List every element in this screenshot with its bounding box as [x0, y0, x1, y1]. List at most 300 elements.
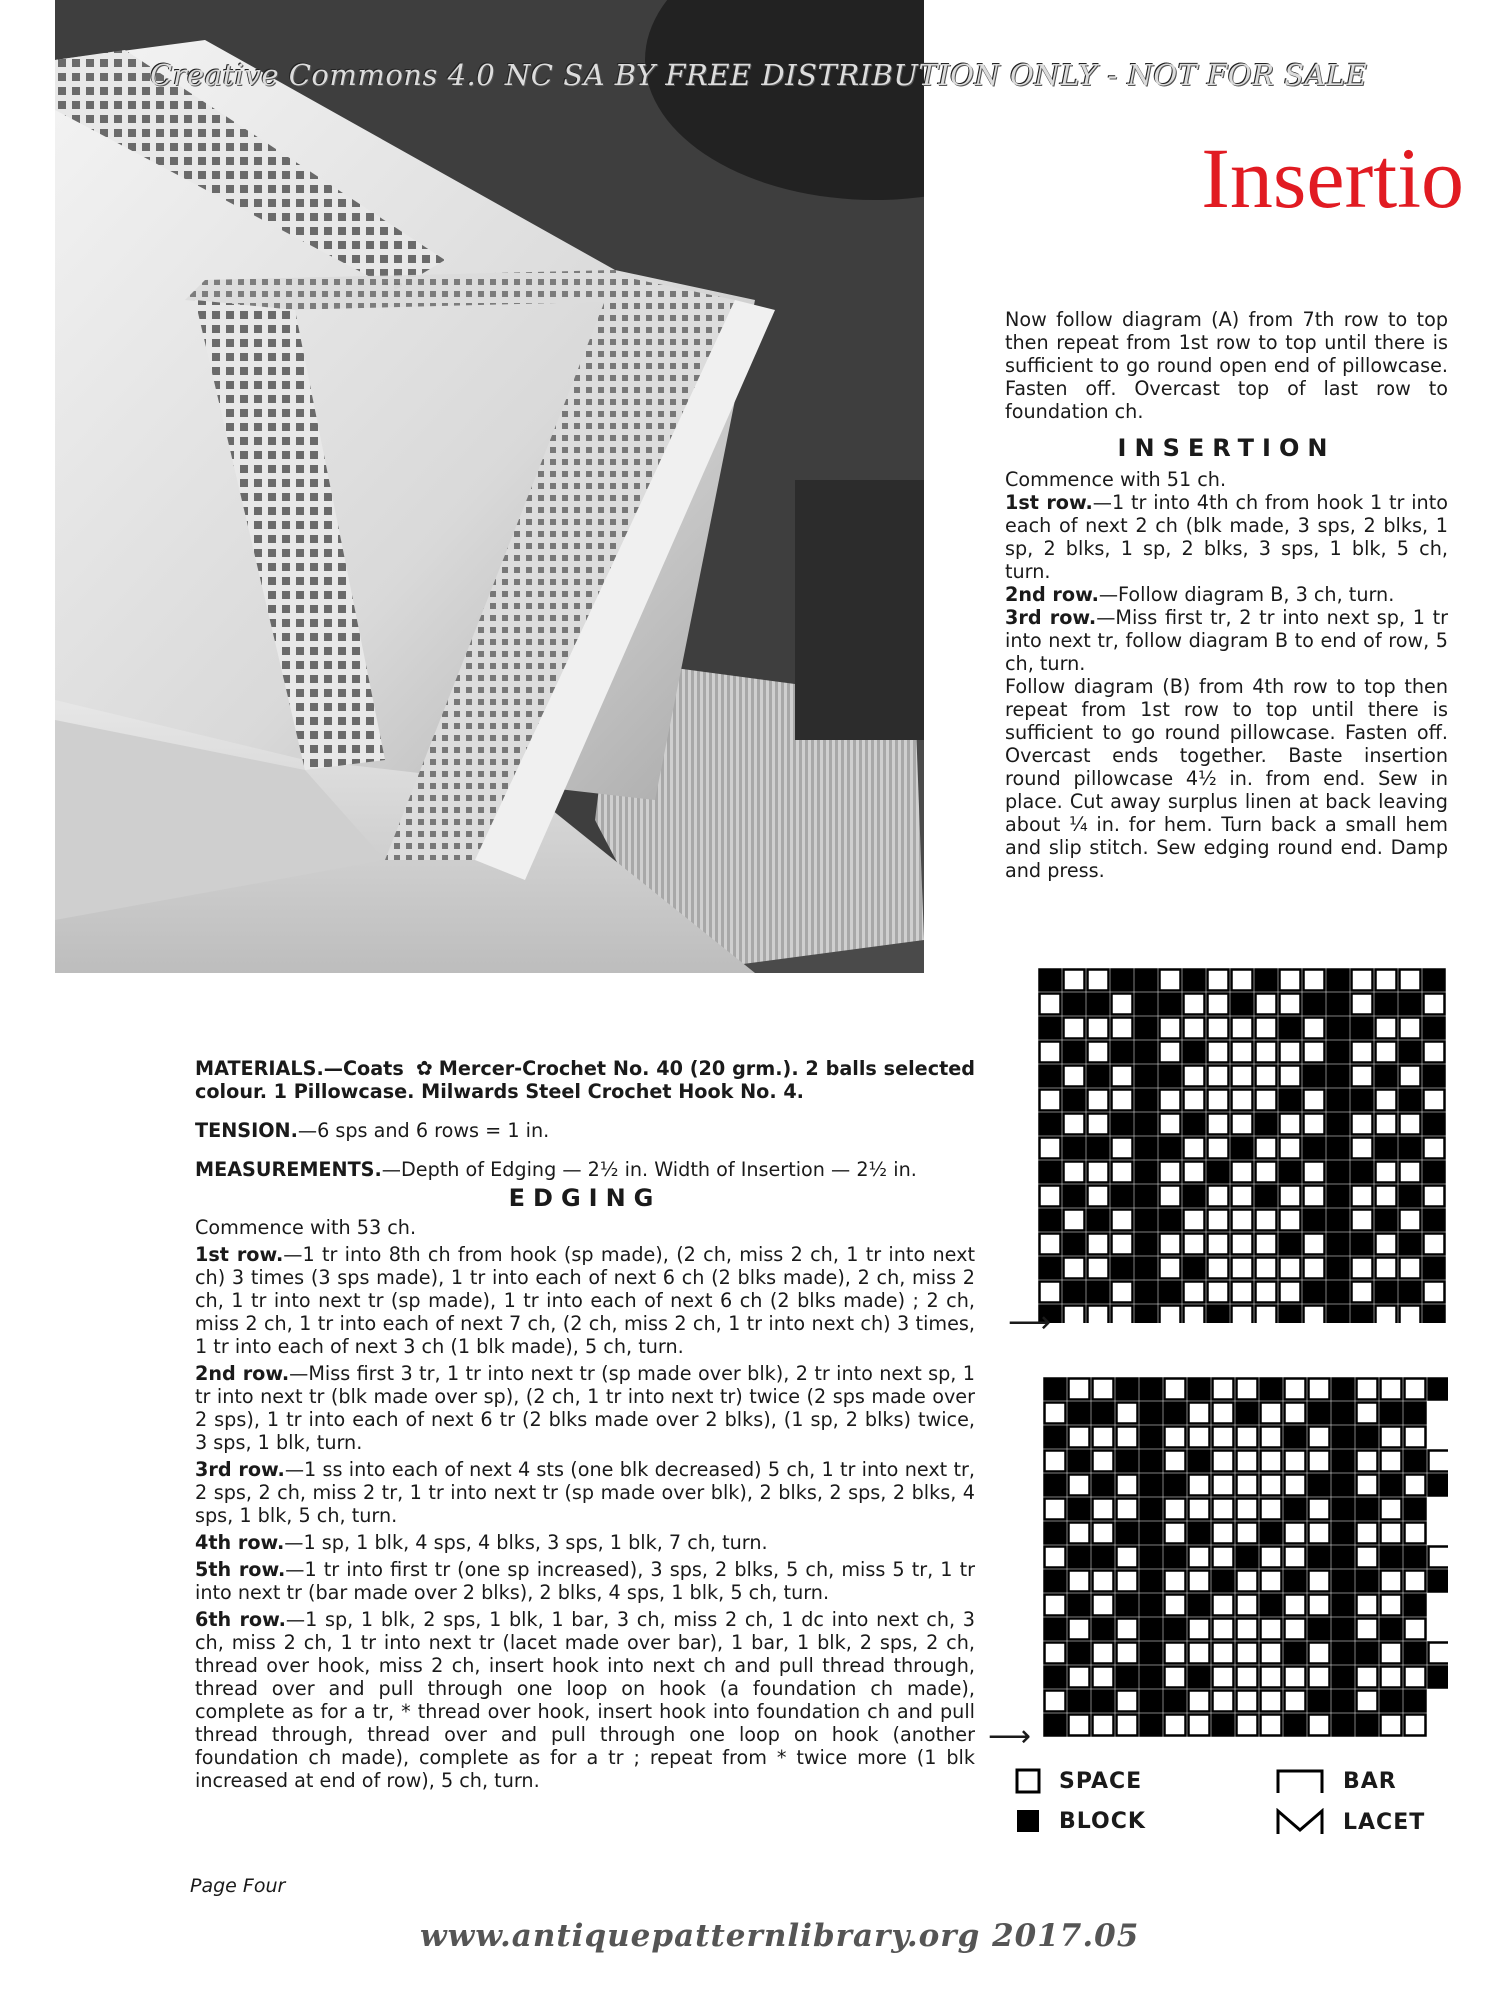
measurements: [195, 1158, 975, 1181]
page-number: Page Four: [190, 1875, 286, 1897]
space-cell: [1352, 1282, 1373, 1303]
block-cell: [1357, 1427, 1378, 1448]
space-cell: [1184, 1138, 1205, 1159]
space-cell: [1232, 1162, 1253, 1183]
block-cell: [1285, 1427, 1306, 1448]
block-cell: [1424, 1114, 1445, 1135]
space-cell: [1160, 1162, 1181, 1183]
space-cell: [1357, 1547, 1378, 1568]
space-cell: [1256, 1258, 1277, 1279]
space-cell: [1045, 1451, 1066, 1472]
space-cell: [1352, 1210, 1373, 1231]
space-cell: [1256, 1090, 1277, 1111]
block-cell: [1136, 1258, 1157, 1279]
space-cell: [1424, 994, 1445, 1015]
block-cell: [1160, 1210, 1181, 1231]
intro-text: Now follow diagram (A) from 7th row to top then repeat from 1st row to top until there is sufficient to go round open end of pillowcase. Fasten off. Overcast top of last row to foundation ch.: [1005, 308, 1448, 423]
space-cell: [1189, 1475, 1210, 1496]
space-cell: [1208, 1186, 1229, 1207]
space-cell: [1208, 1066, 1229, 1087]
block-cell: [1117, 1451, 1138, 1472]
space-cell: [1400, 1018, 1421, 1039]
block-cell: [1136, 1018, 1157, 1039]
space-cell: [1040, 1186, 1061, 1207]
block-cell: [1040, 1210, 1061, 1231]
space-cell: [1189, 1427, 1210, 1448]
block-cell: [1304, 1210, 1325, 1231]
block-cell: [1256, 1186, 1277, 1207]
diagram-b-chart: [1043, 1377, 1448, 1737]
row-text: —Follow diagram B, 3 ch, turn.: [1098, 583, 1395, 606]
space-cell: [1117, 1499, 1138, 1520]
space-cell: [1381, 1715, 1402, 1736]
space-cell: [1405, 1379, 1426, 1400]
space-cell: [1424, 1186, 1445, 1207]
block-cell: [1064, 1186, 1085, 1207]
block-cell: [1285, 1643, 1306, 1664]
space-cell: [1304, 1090, 1325, 1111]
tension-text: —6 sps and 6 rows = 1 in.: [297, 1119, 550, 1142]
block-cell: [1093, 1403, 1114, 1424]
space-cell: [1357, 1619, 1378, 1640]
block-cell: [1328, 1258, 1349, 1279]
space-cell: [1117, 1403, 1138, 1424]
block-cell: [1333, 1403, 1354, 1424]
space-cell: [1093, 1451, 1114, 1472]
space-cell: [1213, 1691, 1234, 1712]
space-cell: [1304, 1114, 1325, 1135]
space-cell: [1285, 1451, 1306, 1472]
block-cell: [1328, 1090, 1349, 1111]
block-cell: [1285, 1715, 1306, 1736]
block-cell: [1045, 1523, 1066, 1544]
block-cell: [1285, 1499, 1306, 1520]
space-cell: [1280, 1258, 1301, 1279]
block-cell: [1261, 1595, 1282, 1616]
block-cell: [1189, 1595, 1210, 1616]
space-cell: [1045, 1691, 1066, 1712]
block-cell: [1189, 1667, 1210, 1688]
space-cell: [1309, 1499, 1330, 1520]
block-cell: [1357, 1571, 1378, 1592]
block-cell: [1117, 1667, 1138, 1688]
space-cell: [1093, 1667, 1114, 1688]
block-cell: [1400, 1042, 1421, 1063]
block-cell: [1093, 1619, 1114, 1640]
block-cell: [1357, 1643, 1378, 1664]
space-cell: [1309, 1427, 1330, 1448]
space-cell: [1064, 1114, 1085, 1135]
space-cell: [1309, 1667, 1330, 1688]
diagram-a-chart: [1038, 968, 1448, 1323]
space-cell: [1064, 1162, 1085, 1183]
space-cell: [1237, 1571, 1258, 1592]
space-cell: [1189, 1547, 1210, 1568]
diagram-a: [1038, 968, 1448, 1327]
space-cell: [1237, 1667, 1258, 1688]
block-cell: [1045, 1475, 1066, 1496]
block-cell: [1328, 1162, 1349, 1183]
block-cell: [1136, 1066, 1157, 1087]
space-cell: [1184, 1090, 1205, 1111]
block-cell: [1141, 1403, 1162, 1424]
space-cell: [1208, 1018, 1229, 1039]
space-cell: [1040, 1282, 1061, 1303]
space-cell: [1280, 1066, 1301, 1087]
space-cell: [1232, 1210, 1253, 1231]
block-cell: [1381, 1619, 1402, 1640]
space-cell: [1208, 970, 1229, 991]
space-cell: [1376, 1042, 1397, 1063]
space-cell: [1189, 1571, 1210, 1592]
block-cell: [1405, 1691, 1426, 1712]
space-cell: [1213, 1619, 1234, 1640]
block-cell: [1429, 1475, 1449, 1496]
space-cell: [1280, 1210, 1301, 1231]
block-cell: [1141, 1715, 1162, 1736]
space-cell: [1088, 1162, 1109, 1183]
block-cell: [1328, 1210, 1349, 1231]
space-cell: [1304, 1018, 1325, 1039]
block-cell: [1237, 1547, 1258, 1568]
space-cell: [1381, 1643, 1402, 1664]
space-cell: [1309, 1451, 1330, 1472]
space-cell: [1237, 1715, 1258, 1736]
insertion-closing: Follow diagram (B) from 4th row to top then repeat from 1st row to top until there is sufficient to go round pillowcase. Fasten off. Overcast ends together. Baste insertion round pillowcase 4½ in. from end. Sew in place. Cut away surplus linen at back leaving about ¼ in. for hem. Turn back a small hem and slip stitch. Sew edging round end. Damp and press.: [1005, 675, 1448, 882]
space-cell: [1208, 1138, 1229, 1159]
space-cell: [1424, 1234, 1445, 1255]
space-cell: [1088, 1114, 1109, 1135]
bar-icon: [1275, 1768, 1325, 1794]
space-cell: [1189, 1691, 1210, 1712]
space-cell: [1069, 1523, 1090, 1544]
block-cell: [1165, 1403, 1186, 1424]
space-cell: [1160, 1306, 1181, 1324]
materials: [195, 1057, 975, 1103]
block-cell: [1088, 1210, 1109, 1231]
block-cell: [1160, 1066, 1181, 1087]
block-cell: [1136, 1042, 1157, 1063]
space-cell: [1352, 1258, 1373, 1279]
block-cell: [1045, 1571, 1066, 1592]
space-cell: [1184, 994, 1205, 1015]
block-cell: [1333, 1715, 1354, 1736]
block-cell: [1309, 1619, 1330, 1640]
space-cell: [1280, 1138, 1301, 1159]
space-cell: [1280, 970, 1301, 991]
space-cell: [1213, 1379, 1234, 1400]
space-cell: [1112, 1210, 1133, 1231]
edging-commence: Commence with 53 ch.: [195, 1216, 417, 1239]
row-text: —1 ss into each of next 4 sts (one blk decreased) 5 ch, 1 tr into next tr, 2 sps, 2 ch, miss 2 tr, 1 tr into next tr (sp made over blk), 2 blks, 2 sps, 2 blks, 4 sps, 1 blk, 5 ch, turn.: [195, 1458, 975, 1527]
space-cell: [1309, 1379, 1330, 1400]
space-cell: [1256, 1210, 1277, 1231]
block-cell: [1333, 1379, 1354, 1400]
space-cell: [1376, 1306, 1397, 1324]
space-cell: [1232, 1066, 1253, 1087]
space-cell: [1261, 1619, 1282, 1640]
block-cell: [1093, 1475, 1114, 1496]
block-cell: [1261, 1379, 1282, 1400]
space-cell: [1045, 1403, 1066, 1424]
space-cell: [1069, 1475, 1090, 1496]
space-cell: [1045, 1643, 1066, 1664]
row-text: —1 sp, 1 blk, 2 sps, 1 blk, 1 bar, 3 ch, miss 2 ch, 1 dc into next ch, 3 ch, miss 2 ch, 1 tr into next tr (lacet made over bar), 1 bar, 1 blk, 2 sps, 2 ch, thread over hook, miss 2 ch, insert hook into next ch and pull thread through, thread over and pull through one loop on hook (a foundation ch made), complete as for a tr, * thread over hook, insert hook into foundation ch and pull thread through, thread over and pull through one loop on hook (another foundation ch made), complete as for a tr ; repeat from * twice more (1 blk increased at end of row), 5 ch, turn.: [195, 1608, 976, 1792]
block-cell: [1112, 970, 1133, 991]
space-cell: [1376, 1162, 1397, 1183]
space-cell: [1400, 1258, 1421, 1279]
space-cell: [1112, 1306, 1133, 1324]
block-cell: [1040, 1066, 1061, 1087]
space-cell: [1304, 1234, 1325, 1255]
space-cell: [1357, 1475, 1378, 1496]
space-cell: [1237, 1379, 1258, 1400]
space-cell: [1237, 1451, 1258, 1472]
space-cell: [1352, 1042, 1373, 1063]
space-cell: [1261, 1451, 1282, 1472]
block-cell: [1328, 1234, 1349, 1255]
block-cell: [1069, 1499, 1090, 1520]
space-cell: [1208, 994, 1229, 1015]
block-cell: [1400, 994, 1421, 1015]
row-label: 6th row.: [195, 1608, 286, 1631]
block-cell: [1304, 1066, 1325, 1087]
block-cell: [1165, 1475, 1186, 1496]
block-cell: [1333, 1427, 1354, 1448]
block-cell: [1184, 1186, 1205, 1207]
space-cell: [1424, 1042, 1445, 1063]
space-cell: [1045, 1547, 1066, 1568]
space-cell: [1237, 1499, 1258, 1520]
space-cell: [1376, 1186, 1397, 1207]
space-cell: [1165, 1427, 1186, 1448]
space-cell: [1280, 1186, 1301, 1207]
block-cell: [1136, 1234, 1157, 1255]
block-cell: [1141, 1619, 1162, 1640]
space-cell: [1309, 1715, 1330, 1736]
edging-row-1: [195, 1243, 975, 1358]
block-cell: [1429, 1571, 1449, 1592]
space-cell: [1213, 1547, 1234, 1568]
space-cell: [1088, 1018, 1109, 1039]
block-cell: [1429, 1667, 1449, 1688]
space-cell: [1040, 1234, 1061, 1255]
block-cell: [1232, 1138, 1253, 1159]
space-cell: [1117, 1427, 1138, 1448]
block-cell: [1424, 1210, 1445, 1231]
block-cell: [1328, 1018, 1349, 1039]
block-cell: [1136, 1090, 1157, 1111]
space-cell: [1189, 1619, 1210, 1640]
space-cell: [1261, 1427, 1282, 1448]
coats-logo-icon: ✿: [416, 1056, 433, 1080]
space-cell: [1381, 1427, 1402, 1448]
space-cell: [1064, 970, 1085, 991]
space-cell: [1040, 1138, 1061, 1159]
legend-bar: [1275, 1768, 1397, 1794]
space-cell: [1184, 1306, 1205, 1324]
space-cell: [1069, 1571, 1090, 1592]
block-cell: [1141, 1379, 1162, 1400]
space-cell: [1208, 1258, 1229, 1279]
block-cell: [1112, 1042, 1133, 1063]
block-cell: [1184, 1258, 1205, 1279]
space-cell: [1285, 1379, 1306, 1400]
space-cell: [1376, 1234, 1397, 1255]
block-cell: [1424, 1258, 1445, 1279]
block-cell: [1141, 1691, 1162, 1712]
space-cell: [1400, 1162, 1421, 1183]
space-cell: [1088, 1234, 1109, 1255]
block-cell: [1088, 1066, 1109, 1087]
space-cell: [1093, 1571, 1114, 1592]
block-cell: [1333, 1523, 1354, 1544]
space-cell: [1112, 1234, 1133, 1255]
block-cell: [1040, 1162, 1061, 1183]
block-cell: [1328, 1138, 1349, 1159]
space-cell: [1165, 1379, 1186, 1400]
space-cell: [1405, 1523, 1426, 1544]
space-cell: [1208, 1090, 1229, 1111]
space-cell: [1405, 1715, 1426, 1736]
block-cell: [1256, 970, 1277, 991]
space-cell: [1405, 1427, 1426, 1448]
block-cell: [1280, 1018, 1301, 1039]
space-cell: [1213, 1667, 1234, 1688]
block-cell: [1064, 1282, 1085, 1303]
block-cell: [1064, 1042, 1085, 1063]
space-cell: [1165, 1571, 1186, 1592]
materials-brand: —Coats: [323, 1057, 404, 1080]
space-cell: [1165, 1643, 1186, 1664]
space-cell: [1117, 1571, 1138, 1592]
block-cell: [1309, 1547, 1330, 1568]
block-cell: [1117, 1379, 1138, 1400]
space-cell: [1160, 1186, 1181, 1207]
space-cell: [1261, 1667, 1282, 1688]
block-cell: [1112, 1258, 1133, 1279]
space-cell: [1088, 1186, 1109, 1207]
block-cell: [1357, 1715, 1378, 1736]
space-cell: [1093, 1499, 1114, 1520]
block-cell: [1304, 1282, 1325, 1303]
space-cell: [1237, 1643, 1258, 1664]
block-cell: [1213, 1715, 1234, 1736]
space-cell: [1357, 1523, 1378, 1544]
space-cell: [1256, 1042, 1277, 1063]
block-cell: [1304, 994, 1325, 1015]
space-cell: [1064, 1306, 1085, 1324]
block-cell: [1136, 970, 1157, 991]
block-cell: [1069, 1451, 1090, 1472]
space-cell: [1045, 1595, 1066, 1616]
space-cell: [1069, 1379, 1090, 1400]
space-cell: [1237, 1427, 1258, 1448]
space-cell: [1256, 1234, 1277, 1255]
edging-row-5: [195, 1558, 975, 1604]
space-cell: [1304, 1162, 1325, 1183]
block-cell: [1333, 1595, 1354, 1616]
space-cell: [1352, 1114, 1373, 1135]
block-cell: [1141, 1451, 1162, 1472]
space-cell: [1112, 1066, 1133, 1087]
block-cell: [1069, 1547, 1090, 1568]
space-cell: [1064, 1066, 1085, 1087]
space-cell: [1256, 1282, 1277, 1303]
page-title: Insertio: [1201, 130, 1464, 226]
space-cell: [1237, 1619, 1258, 1640]
space-cell: [1304, 1258, 1325, 1279]
block-cell: [1136, 994, 1157, 1015]
block-cell: [1165, 1691, 1186, 1712]
space-cell: [1376, 1090, 1397, 1111]
block-cell: [1141, 1427, 1162, 1448]
block-cell: [1141, 1499, 1162, 1520]
space-cell: [1040, 994, 1061, 1015]
space-cell: [1117, 1619, 1138, 1640]
space-cell: [1232, 1018, 1253, 1039]
block-cell: [1424, 970, 1445, 991]
block-icon: [1015, 1808, 1041, 1834]
row-label: 5th row.: [195, 1558, 286, 1581]
space-cell: [1184, 1018, 1205, 1039]
space-cell: [1093, 1595, 1114, 1616]
space-cell: [1213, 1451, 1234, 1472]
space-cell: [1208, 1234, 1229, 1255]
space-cell: [1381, 1499, 1402, 1520]
space-cell: [1232, 1234, 1253, 1255]
block-cell: [1405, 1595, 1426, 1616]
space-cell: [1285, 1619, 1306, 1640]
space-cell: [1232, 1090, 1253, 1111]
block-cell: [1309, 1691, 1330, 1712]
space-cell: [1376, 970, 1397, 991]
block-cell: [1280, 1306, 1301, 1324]
block-cell: [1328, 1306, 1349, 1324]
block-cell: [1136, 1282, 1157, 1303]
space-cell: [1352, 994, 1373, 1015]
block-cell: [1112, 1114, 1133, 1135]
block-cell: [1328, 994, 1349, 1015]
block-cell: [1213, 1571, 1234, 1592]
space-cell: [1352, 970, 1373, 991]
row-label: 3rd row.: [195, 1458, 285, 1481]
legend-space-label: SPACE: [1059, 1768, 1143, 1794]
block-cell: [1381, 1475, 1402, 1496]
block-cell: [1357, 1499, 1378, 1520]
legend-lacet-label: LACET: [1343, 1809, 1426, 1835]
block-cell: [1400, 1138, 1421, 1159]
block-cell: [1141, 1547, 1162, 1568]
diagram-legend: [1015, 1768, 1455, 1838]
space-cell: [1285, 1547, 1306, 1568]
space-cell: [1184, 1234, 1205, 1255]
block-cell: [1328, 1186, 1349, 1207]
space-cell: [1208, 1042, 1229, 1063]
space-cell: [1117, 1475, 1138, 1496]
space-cell: [1040, 1042, 1061, 1063]
space-cell: [1232, 1282, 1253, 1303]
block-cell: [1088, 1282, 1109, 1303]
space-cell: [1093, 1427, 1114, 1448]
tension-label: TENSION.: [195, 1119, 298, 1142]
legend-lacet: [1275, 1808, 1425, 1836]
space-cell: [1232, 1114, 1253, 1135]
space-cell: [1189, 1403, 1210, 1424]
space-cell: [1285, 1475, 1306, 1496]
space-cell: [1208, 1114, 1229, 1135]
space-cell: [1112, 1162, 1133, 1183]
